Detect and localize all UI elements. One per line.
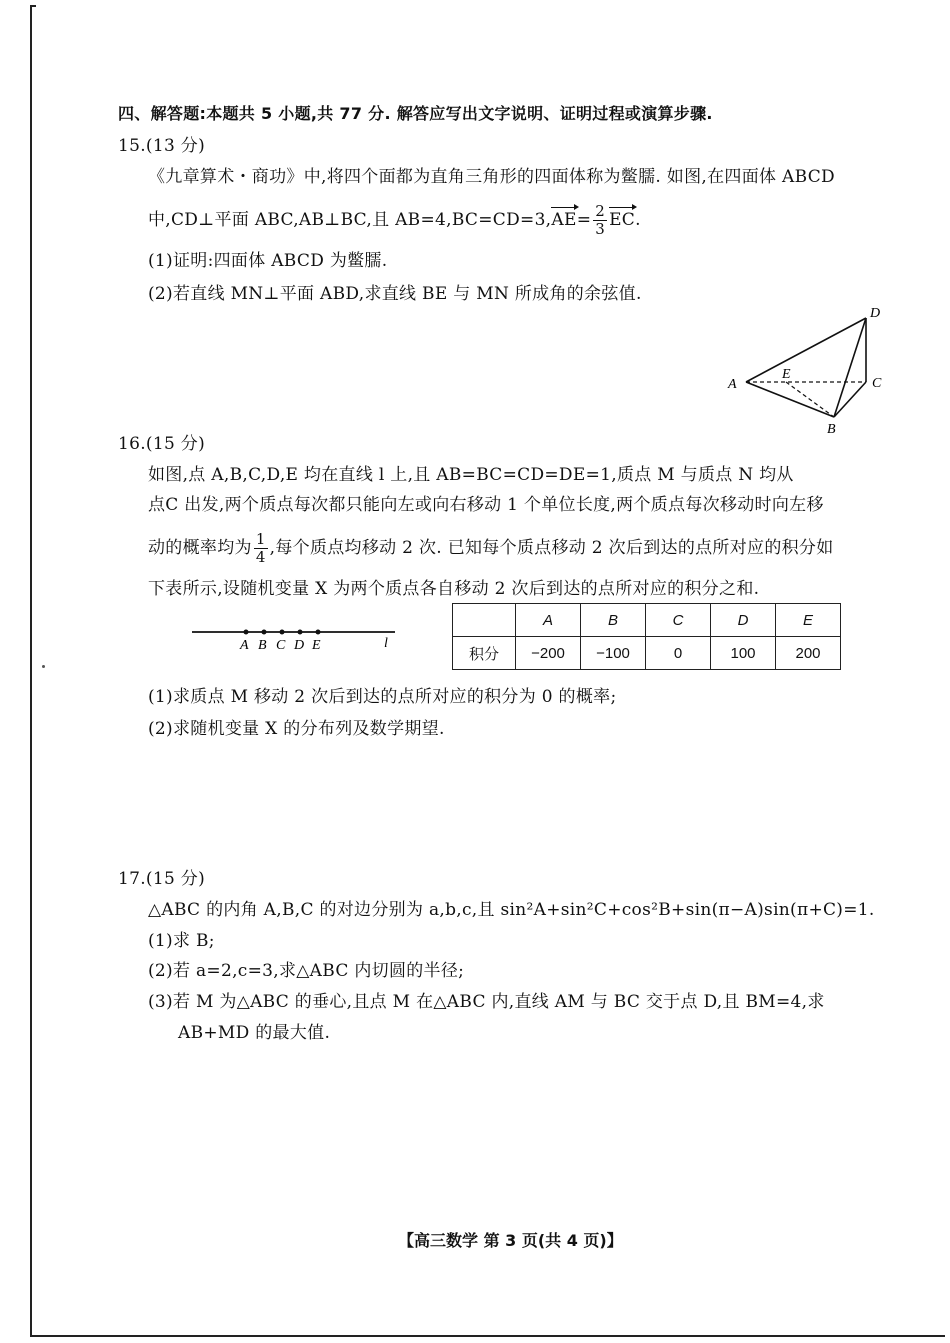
edge-bc xyxy=(834,382,866,417)
point-a xyxy=(244,630,249,635)
nl-label-l: l xyxy=(384,636,388,651)
vector-ec: EC xyxy=(609,210,636,230)
nl-label-e: E xyxy=(312,638,321,653)
table-header-cell: E xyxy=(776,604,841,637)
corner-mark xyxy=(30,5,36,7)
section-title: 四、解答题:本题共 5 小题,共 77 分. 解答应写出文字说明、证明过程或演算步骤. xyxy=(118,104,713,123)
q16-line2: 点C 出发,两个质点每次都只能向左或向右移动 1 个单位长度,两个质点每次移动时向左移 xyxy=(148,495,824,515)
fraction-numerator: 2 xyxy=(595,202,606,220)
table-header-cell xyxy=(453,604,516,637)
q15-part1: (1)证明:四面体 ABCD 为鳖臑. xyxy=(148,251,388,271)
edge-be-dashed xyxy=(786,382,834,417)
edge-ab xyxy=(746,382,834,417)
label-d: D xyxy=(870,306,881,321)
label-a: A xyxy=(728,377,737,392)
period: . xyxy=(635,210,641,230)
q16-line3 xyxy=(148,531,834,566)
equals-sign: = xyxy=(576,210,592,230)
table-cell: −100 xyxy=(581,637,646,670)
q15-line1: 《九章算术・商功》中,将四个面都为直角三角形的四面体称为鳖臑. 如图,在四面体 ABCD xyxy=(148,167,835,187)
table-row xyxy=(453,637,841,670)
fraction-denominator: 3 xyxy=(595,220,606,238)
q16-header: 16.(15 分) xyxy=(118,434,206,454)
q16-line3-post: ,每个质点均移动 2 次. 已知每个质点移动 2 次后到达的点所对应的积分如 xyxy=(269,538,834,558)
table-cell: 200 xyxy=(776,637,841,670)
table-cell: 100 xyxy=(711,637,776,670)
score-table xyxy=(452,603,841,670)
q17-part2: (2)若 a=2,c=3,求△ABC 内切圆的半径; xyxy=(148,961,465,981)
table-header-row xyxy=(453,604,841,637)
table-header-cell: B xyxy=(581,604,646,637)
q17-part3-line2: AB+MD 的最大值. xyxy=(178,1023,331,1043)
point-b xyxy=(262,630,267,635)
label-b: B xyxy=(827,422,836,437)
q16-part2: (2)求随机变量 X 的分布列及数学期望. xyxy=(148,719,445,739)
point-e xyxy=(316,630,321,635)
q16-part1: (1)求质点 M 移动 2 次后到达的点所对应的积分为 0 的概率; xyxy=(148,687,617,707)
q15-header: 15.(13 分) xyxy=(118,136,206,156)
fraction-one-quarter xyxy=(254,531,268,566)
q17-part3-line1: (3)若 M 为△ABC 的垂心,且点 M 在△ABC 内,直线 AM 与 BC 交于点 D,且 BM=4,求 xyxy=(148,992,825,1012)
fraction-two-thirds xyxy=(593,203,607,238)
q17-part1: (1)求 B; xyxy=(148,931,215,951)
q15-part2: (2)若直线 MN⊥平面 ABD,求直线 BE 与 MN 所成角的余弦值. xyxy=(148,284,642,304)
label-e: E xyxy=(782,367,791,382)
nl-label-b: B xyxy=(258,638,267,653)
table-header-cell: C xyxy=(646,604,711,637)
q17-line1: △ABC 的内角 A,B,C 的对边分别为 a,b,c,且 sin²A+sin²C+cos²B+sin(π−A)sin(π+C)=1. xyxy=(148,900,875,920)
table-cell: −200 xyxy=(516,637,581,670)
tetrahedron-figure xyxy=(720,300,890,440)
fraction-numerator: 1 xyxy=(255,530,266,548)
number-line-figure xyxy=(190,620,405,654)
table-row-label: 积分 xyxy=(453,637,516,670)
q15-line2-text: 中,CD⊥平面 ABC,AB⊥BC,且 AB=4,BC=CD=3, xyxy=(148,210,552,230)
nl-label-c: C xyxy=(276,638,286,653)
table-cell: 0 xyxy=(646,637,711,670)
q15-line2 xyxy=(148,203,641,238)
point-d xyxy=(298,630,303,635)
q17-header: 17.(15 分) xyxy=(118,869,206,889)
q16-line1: 如图,点 A,B,C,D,E 均在直线 l 上,且 AB=BC=CD=DE=1,质点 M 与质点 N 均从 xyxy=(148,465,794,485)
label-c: C xyxy=(872,376,882,391)
table-header-cell: D xyxy=(711,604,776,637)
point-c xyxy=(280,630,285,635)
nl-label-a: A xyxy=(240,638,249,653)
q16-line4: 下表所示,设随机变量 X 为两个质点各自移动 2 次后到达的点所对应的积分之和. xyxy=(148,579,760,599)
page-footer: 【高三数学 第 3 页(共 4 页)】 xyxy=(398,1231,623,1250)
fraction-denominator: 4 xyxy=(255,548,266,566)
scan-dot xyxy=(42,665,45,668)
nl-label-d: D xyxy=(294,638,305,653)
table-header-cell: A xyxy=(516,604,581,637)
q16-line3-pre: 动的概率均为 xyxy=(148,538,252,558)
vector-ae: AE xyxy=(551,210,577,230)
